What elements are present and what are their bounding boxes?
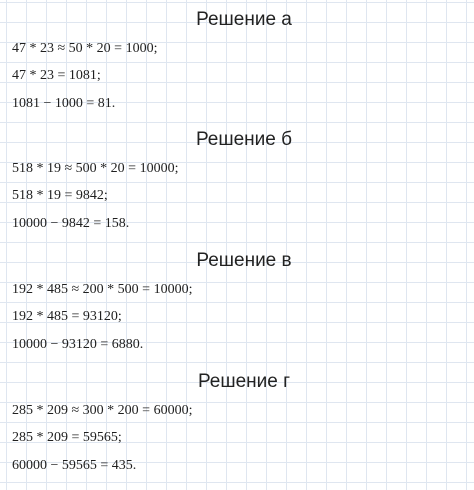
solution-line: 47 * 23 ≈ 50 * 20 = 1000;: [12, 41, 158, 56]
solution-line: 192 * 485 = 93120;: [12, 309, 122, 324]
solution-line: 518 * 19 = 9842;: [12, 188, 108, 203]
solution-line: 10000 − 93120 = 6880.: [12, 337, 144, 352]
solution-line: 10000 − 9842 = 158.: [12, 216, 130, 231]
solution-line: 285 * 209 ≈ 300 * 200 = 60000;: [12, 403, 193, 418]
solution-line: 47 * 23 = 1081;: [12, 68, 101, 83]
solution-line: 192 * 485 ≈ 200 * 500 = 10000;: [12, 282, 193, 297]
solution-line: 1081 − 1000 = 81.: [12, 96, 116, 111]
solution-line: 60000 − 59565 = 435.: [12, 458, 137, 473]
solution-line: 285 * 209 = 59565;: [12, 430, 122, 445]
section-heading: Решение а: [196, 9, 292, 30]
section-heading: Решение б: [195, 129, 293, 150]
section-heading: Решение в: [196, 250, 292, 271]
solution-line: 518 * 19 ≈ 500 * 20 = 10000;: [12, 161, 179, 176]
section-heading: Решение г: [197, 371, 291, 392]
